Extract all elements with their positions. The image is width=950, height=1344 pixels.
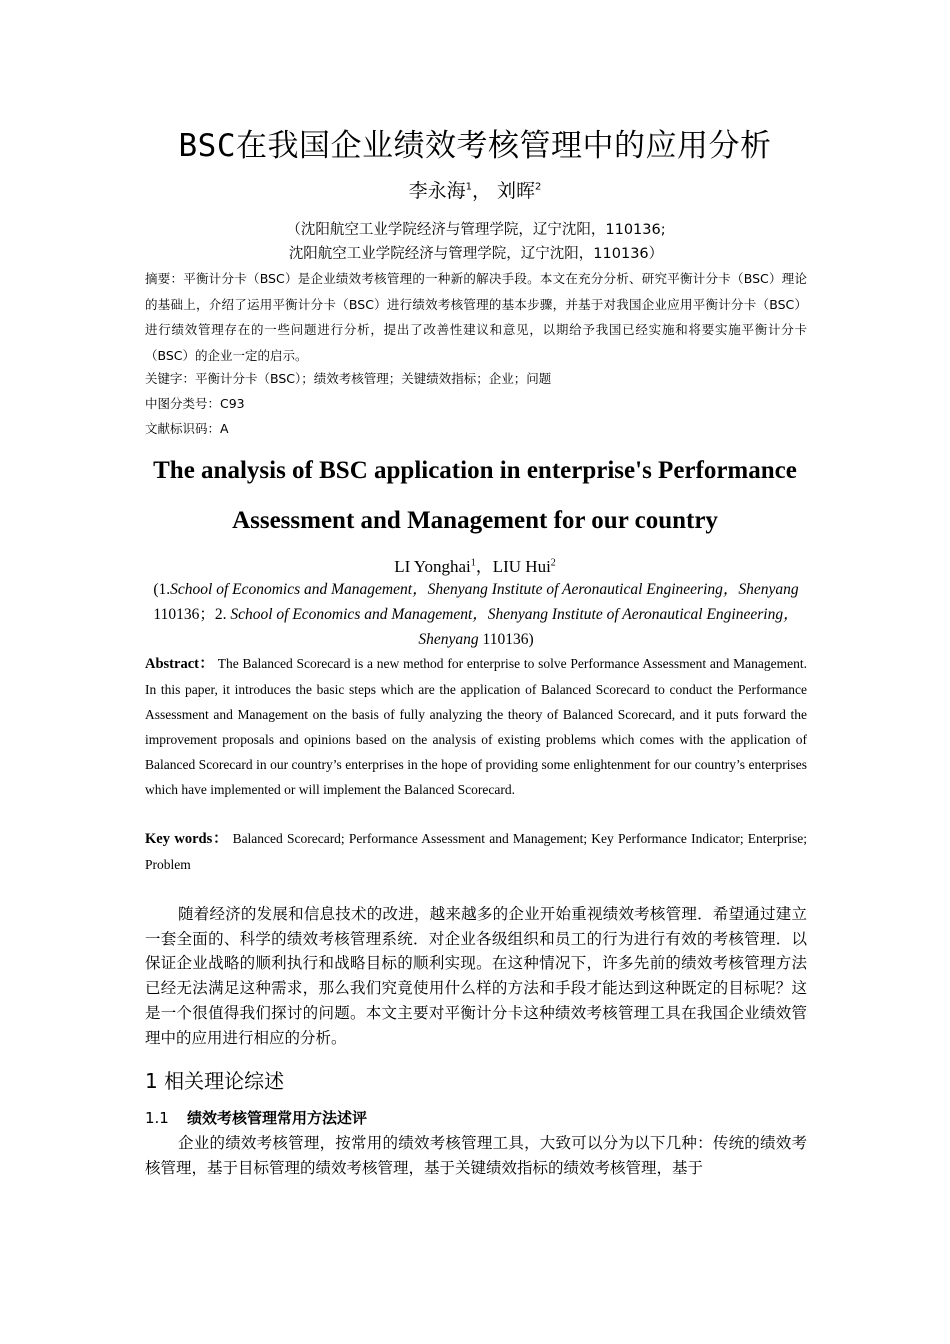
affil-close: ) (528, 631, 534, 648)
en-author-separator: ， (475, 557, 493, 576)
en-author-2-affil-mark: 2 (550, 557, 556, 569)
subsection-1-1-heading (145, 1107, 367, 1128)
subsection-title: 绩效考核管理常用方法述评 (187, 1109, 368, 1127)
affil-open: (1. (153, 581, 171, 598)
affiliation-line-1: （沈阳航空工业学院经济与管理学院，辽宁沈阳，110136; (286, 222, 666, 238)
section-1-1-paragraph: 企业的绩效考核管理，按常用的绩效考核管理工具，大致可以分为以下几种：传统的绩效考核管理，基于目标管理的绩效考核管理，基于关键绩效指标的绩效考核管理，基于 (145, 1134, 807, 1177)
chinese-title: BSC在我国企业绩效考核管理中的应用分析 (178, 128, 772, 164)
chinese-authors (0, 176, 950, 203)
section-1-heading: 1 相关理论综述 (145, 1069, 285, 1093)
english-keywords (145, 826, 807, 877)
english-title-line-1: The analysis of BSC application in enterprise's Performance (153, 457, 797, 484)
chinese-abstract: 摘要：平衡计分卡（BSC）是企业绩效考核管理的一种新的解决手段。本文在充分分析、研究平衡计分卡（BSC）理论的基础上，介绍了运用平衡计分卡（BSC）进行绩效考核管理的基本步骤，并基于对我国企业应用平衡计分卡（BSC）进行绩效管理存在的一些问题进行分析，提出了改善性建议和意见，以期给予我国已经实施和将要实施平衡计分卡（BSC）的企业一定的启示。 (145, 271, 807, 363)
english-affiliation (145, 577, 807, 652)
author-1: 李永海 (408, 180, 466, 202)
chinese-keywords: 关键字：平衡计分卡（BSC）；绩效考核管理；关键绩效指标；企业；问题 (145, 371, 552, 386)
affil-school-1: School of Economics and Management，Shenyang Institute of Aeronautical Engineering，Shenyang (170, 581, 799, 598)
document-code: 文献标识码：A (145, 421, 229, 436)
affil-code-2: 110136 (478, 631, 529, 648)
en-author-1: LI Yonghai (394, 557, 471, 576)
abstract-text: The Balanced Scorecard is a new method for enterprise to solve Performance Assessment and Management. In this paper, it introduces the basic steps which are the application of Balanced Scorecard to conduct the Performance Assessment and Management on the basis of fully analyzing the theory of Balanced Scorecard, and it puts forward the improvement proposals and opinions based on the analysis of existing problems which comes with the application of Balanced Scorecard in our country’s enterprises in the hope of providing some enlightenment for our country’s enterprises which have implemented or will implement the Balanced Scorecard. (145, 656, 807, 797)
affil-code-1: 110136；2. (153, 606, 231, 623)
english-title-line-2: Assessment and Management for our country (232, 507, 718, 534)
english-authors (0, 552, 950, 577)
author-separator: ， (471, 180, 491, 202)
affiliation-line-2: 沈阳航空工业学院经济与管理学院，辽宁沈阳，110136） (288, 246, 664, 262)
intro-paragraph: 随着经济的发展和信息技术的改进，越来越多的企业开始重视绩效考核管理．希望通过建立一套全面的、科学的绩效考核管理系统．对企业各级组织和员工的行为进行有效的考核管理．以保证企业战略的顺利执行和战略目标的顺利实现。在这种情况下，许多先前的绩效考核管理方法已经无法满足这种需求，那么我们究竟使用什么样的方法和手段才能达到这种既定的目标呢？这是一个很值得我们探讨的问题。本文主要对平衡计分卡这种绩效考核管理工具在我国企业绩效管理中的应用进行相应的分析。 (145, 905, 807, 1047)
subsection-number: 1.1 (145, 1109, 169, 1127)
author-2: 刘晖 (497, 180, 536, 202)
english-abstract (145, 651, 807, 802)
author-1-affil-mark: 1 (465, 181, 472, 193)
keywords-text: Balanced Scorecard; Performance Assessment and Management; Key Performance Indicator; Enterprise; Problem (145, 831, 807, 872)
classification-number: 中图分类号：C93 (145, 396, 245, 411)
chinese-affiliation (145, 218, 807, 266)
english-title (130, 446, 820, 546)
affil-school-2: School of Economics and Management，Shenyang Institute of Aeronautical Engineering，Shenyang (230, 606, 799, 648)
keywords-label: Key words： (145, 831, 229, 847)
en-author-1-affil-mark: 1 (470, 557, 476, 569)
author-2-affil-mark: 2 (535, 181, 542, 193)
en-author-2: LIU Hui (492, 557, 551, 576)
abstract-label: Abstract： (145, 656, 215, 672)
